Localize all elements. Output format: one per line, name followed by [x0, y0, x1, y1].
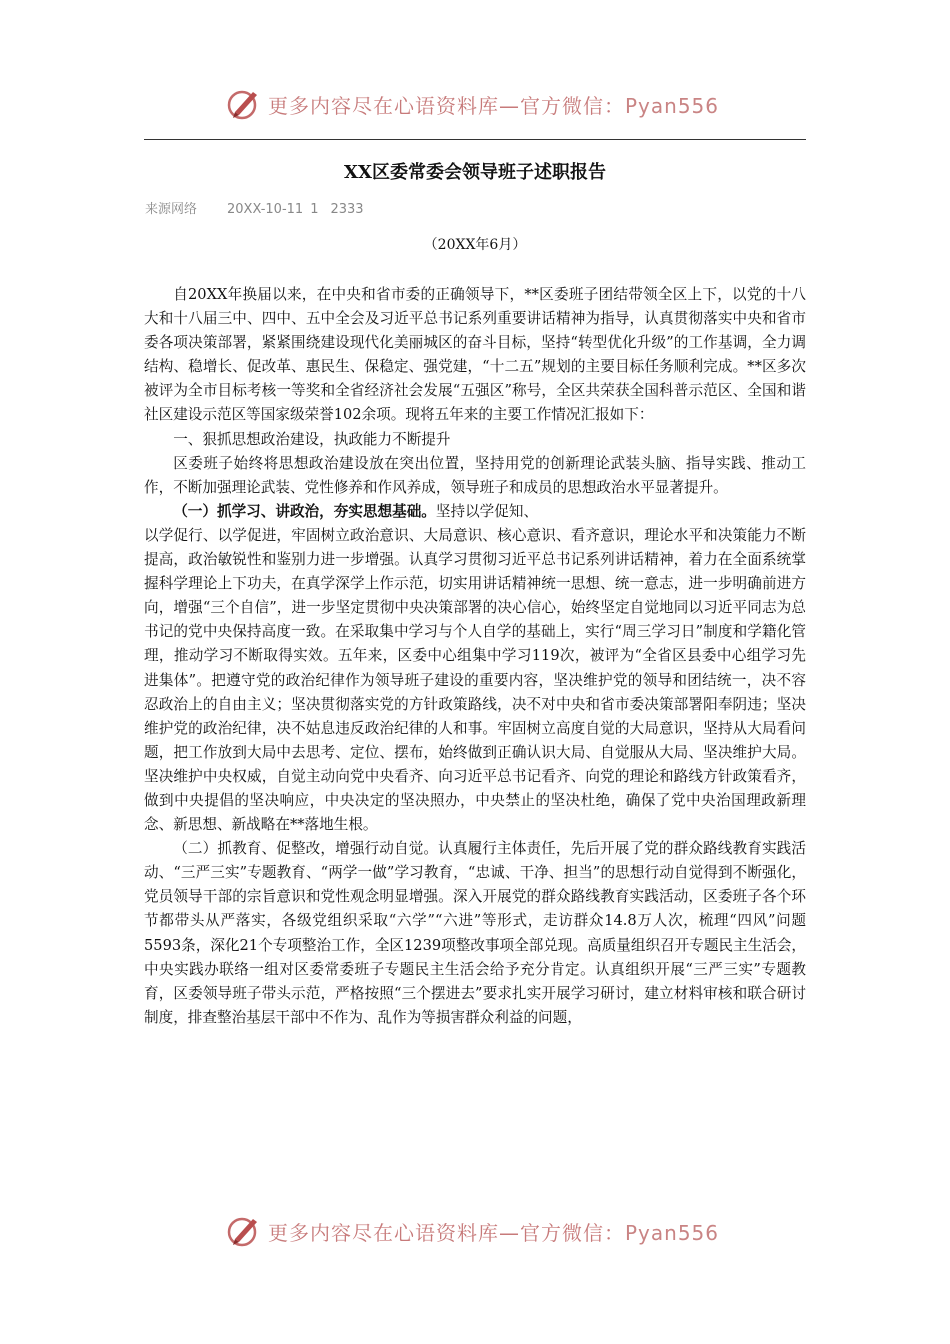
watermark-text: 更多内容尽在心语资料库—官方微信：Pyan556 [268, 93, 720, 118]
paragraph-subsection-2: （二）抓教育、促整改，增强行动自觉。认真履行主体责任，先后开展了党的群众路线教育实践活动、“三严三实”专题教育、“两学一做”学习教育，“忠诚、干净、担当”的思想行动自觉得到不断强化，党员领导干部的宗旨意识和党性观念明显增强。深入开展党的群众路线教育实践活动，区委班子各个环节都带头从严落实，各级党组织采取“六学”“六进”等形式，走访群众14.8万人次，梳理“四风”问题5593条，深化21个专项整治工作，全区1239项整改事项全部兑现。高质量组织召开专题民主生活会，中央实践办联络一组对区委常委班子专题民主生活会给予充分肯定。认真组织开展“三严三实”专题教育，区委领导班子带头示范，严格按照“三个摆进去”要求扎实开展学习研讨，建立材料审核和联合研讨制度，排查整治基层干部中不作为、乱作为等损害群众利益的问题， [144, 840, 807, 1026]
paragraph-subsection-1-head [144, 500, 806, 524]
paragraph-section-1: 区委班子始终将思想政治建设放在突出位置，坚持用党的创新理论武装头脑、指导实践、推动工作，不断加强理论武装、党性修养和作风养成，领导班子和成员的思想政治水平显著提升。 [144, 454, 806, 496]
pen-logo-icon [226, 86, 262, 122]
article-meta [145, 198, 364, 217]
top-watermark [226, 84, 719, 124]
page-title: XX区委常委会领导班子述职报告 [344, 162, 606, 183]
paragraph-subsection-1: 以学促行、以学促进，牢固树立政治意识、大局意识、核心意识、看齐意识，理论水平和决策能力不断提高，政治敏锐性和鉴别力进一步增强。认真学习贯彻习近平总书记系列讲话精神，着力在全面系统掌握科学理论上下功夫，在真学深学上作示范，切实用讲话精神统一思想、统一意志，进一步明确前进方向，增强“三个自信”，进一步坚定贯彻中央决策部署的决心信心，始终坚定自觉地同以习近平同志为总书记的党中央保持高度一致。在采取集中学习与个人自学的基础上，实行“周三学习日”制度和学籍化管理，推动学习不断取得实效。五年来，区委中心组集中学习119次，被评为“全省区县委中心组学习先进集体”。把遵守党的政治纪律作为领导班子建设的重要内容，坚决维护党的领导和团结统一，决不容忍政治上的自由主义；坚决贯彻落实党的方针政策路线，决不对中央和省市委决策部署阳奉阴违；坚决维护党的政治纪律，决不姑息违反政治纪律的人和事。牢固树立高度自觉的大局意识，坚持从大局看问题，把工作放到大局中去思考、定位、摆布，始终做到正确认识大局、自觉服从大局、坚决维护大局。坚决维护中央权威，自觉主动向党中央看齐、向习近平总书记看齐、向党的理论和路线方针政策看齐，做到中央提倡的坚决响应，中央决定的坚决照办，中央禁止的坚决杜绝，确保了党中央治国理政新理念、新思想、新战略在**落地生根。 [144, 526, 806, 834]
meta-date: 20XX-10-11 [227, 202, 304, 217]
bottom-watermark [226, 1211, 719, 1251]
subsection-1-title: （一）抓学习、讲政治，夯实思想基础。 [173, 502, 436, 520]
section-heading-1: 一、狠抓思想政治建设，执政能力不断提升 [173, 430, 451, 448]
meta-num2: 2333 [330, 202, 364, 217]
subsection-1-lead: 坚持以学促知、 [435, 502, 539, 520]
watermark-text: 更多内容尽在心语资料库—官方微信：Pyan556 [268, 1220, 720, 1245]
report-date: （20XX年6月） [423, 237, 527, 253]
pen-logo-icon [226, 1213, 262, 1249]
meta-num1: 1 [310, 202, 319, 217]
article-body [144, 283, 806, 1030]
header-divider [144, 139, 806, 140]
meta-source: 来源网络 [145, 202, 198, 217]
paragraph-intro: 自20XX年换届以来，在中央和省市委的正确领导下，**区委班子团结带领全区上下，以党的十八大和十八届三中、四中、五中全会及习近平总书记系列重要讲话精神为指导，认真贯彻落实中央和省市委各项决策部署，紧紧围绕建设现代化美丽城区的奋斗目标，坚持“转型优化升级”的工作基调，全力调结构、稳增长、促改革、惠民生、保稳定、强党建，“十二五”规划的主要目标任务顺利完成。**区多次被评为全市目标考核一等奖和全省经济社会发展“五强区”称号，全区共荣获全国科普示范区、全国和谐社区建设示范区等国家级荣誉102余项。现将五年来的主要工作情况汇报如下： [144, 286, 806, 424]
